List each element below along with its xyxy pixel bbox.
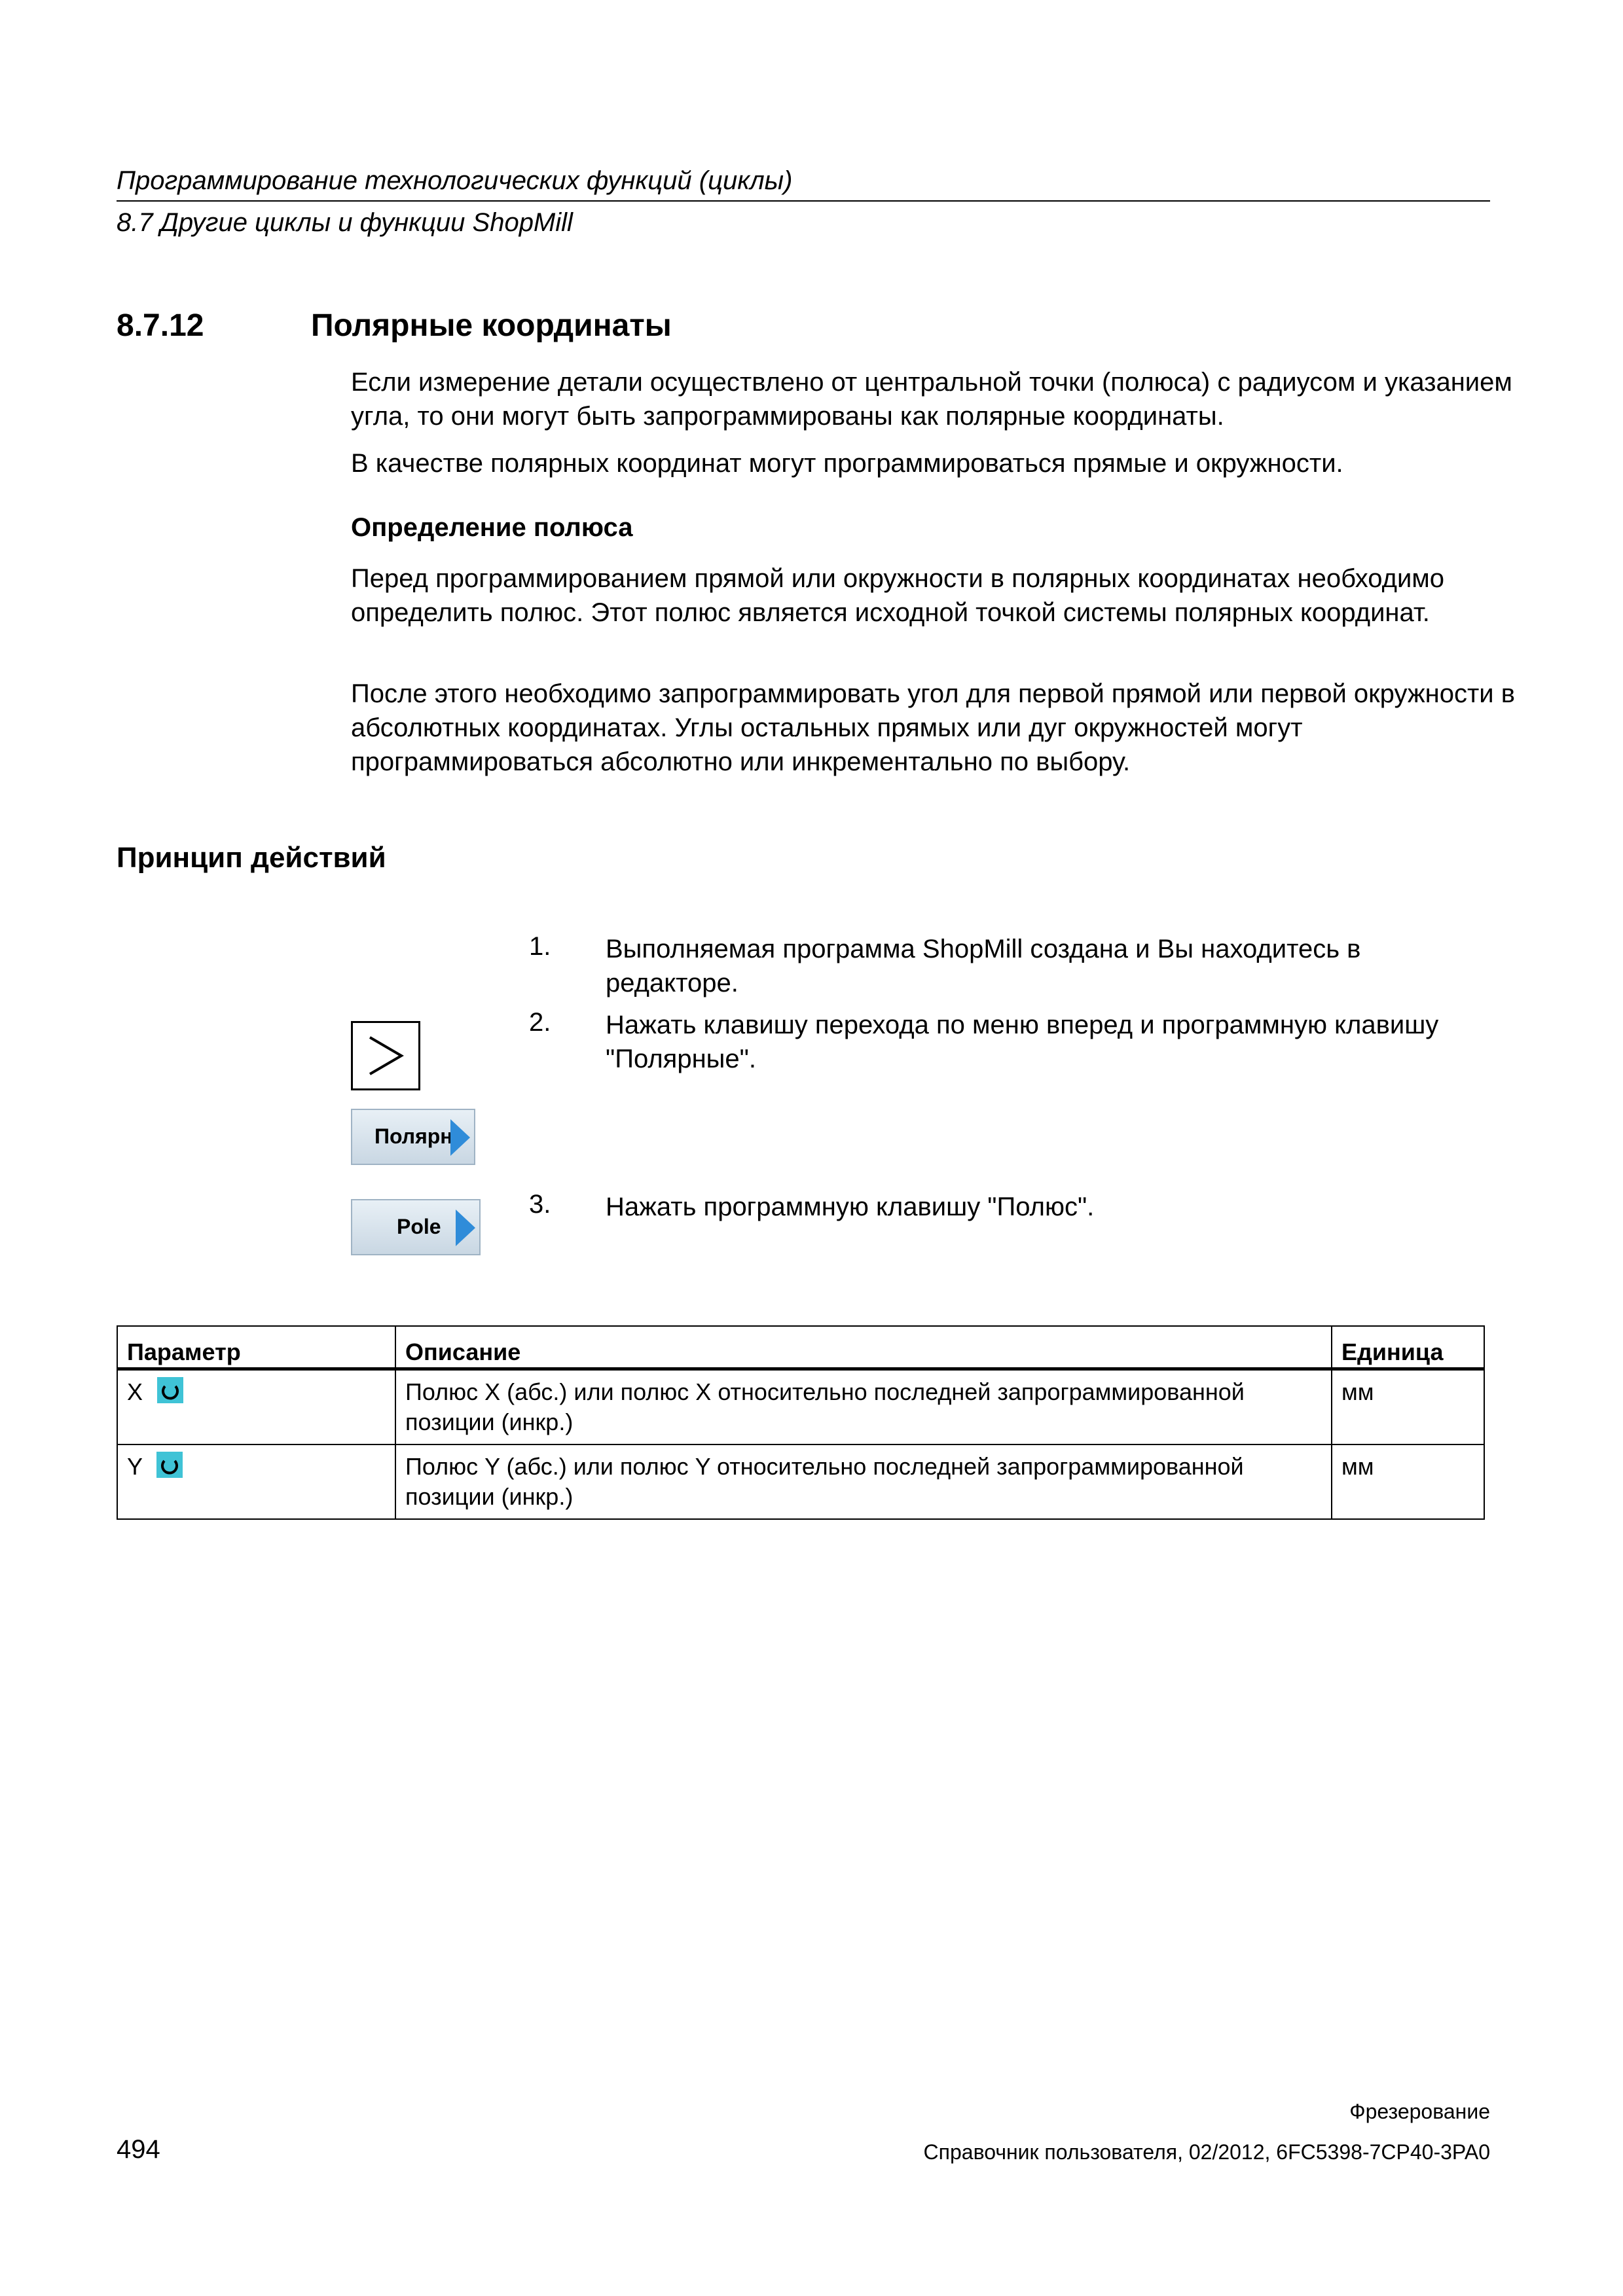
- table-row: [117, 1444, 1484, 1519]
- param-name: Y: [127, 1453, 143, 1480]
- page-number: 494: [117, 2135, 160, 2164]
- section-number: 8.7.12: [117, 308, 204, 343]
- polar-softkey-label: Полярн.: [374, 1124, 459, 1148]
- parameter-table: [117, 1325, 1485, 1520]
- header-param: Параметр: [117, 1326, 395, 1369]
- header-rule: [117, 200, 1490, 202]
- header-unit: Единица: [1332, 1326, 1484, 1369]
- step-2-text: Нажать клавишу перехода по меню вперед и программную клавишу "Полярные".: [606, 1011, 1439, 1073]
- pole-softkey[interactable]: [351, 1199, 481, 1255]
- step-2-number: 2.: [529, 1008, 551, 1037]
- pole-softkey-label: Pole: [397, 1215, 441, 1238]
- step-3-text: Нажать программную клавишу "Полюс".: [606, 1193, 1095, 1221]
- step-1-number: 1.: [529, 932, 551, 961]
- intro-paragraph-1: Если измерение детали осуществлено от центральной точки (полюса) с радиусом и указанием угла, то они могут быть запрограммированы как полярные координаты.: [351, 368, 1512, 431]
- pole-definition-heading: Определение полюса: [351, 513, 633, 542]
- pole-paragraph-1: Перед программированием прямой или окружности в полярных координатах необходимо определить полюс. Этот полюс является исходной точкой системы полярных координат.: [351, 564, 1445, 627]
- param-name: X: [127, 1378, 143, 1406]
- step-3-number: 3.: [529, 1190, 551, 1219]
- table-row: [117, 1369, 1484, 1445]
- polar-softkey[interactable]: [351, 1109, 475, 1165]
- toggle-icon: [156, 1452, 183, 1485]
- step-1-text: Выполняемая программа ShopMill создана и Вы находитесь в редакторе.: [606, 935, 1361, 997]
- chevron-right-icon: [353, 1023, 418, 1088]
- param-cell: [117, 1444, 395, 1519]
- procedure-heading: Принцип действий: [117, 842, 386, 874]
- intro-paragraph-2: В качестве полярных координат могут программироваться прямые и окружности.: [351, 449, 1343, 478]
- footer-doc-title: Фрезерование: [1349, 2100, 1490, 2123]
- unit-cell: мм: [1332, 1369, 1484, 1445]
- menu-forward-key[interactable]: [351, 1021, 420, 1090]
- toggle-icon: [157, 1377, 183, 1410]
- footer-doc-info: Справочник пользователя, 02/2012, 6FC5398-7CP40-3PA0: [923, 2140, 1490, 2164]
- param-cell: [117, 1369, 395, 1445]
- header-description: Описание: [395, 1326, 1332, 1369]
- section-title: Полярные координаты: [311, 308, 672, 343]
- table-header-row: [117, 1326, 1484, 1369]
- description-cell: Полюс Y (абс.) или полюс Y относительно последней запрограммированной позиции (инкр.): [395, 1444, 1332, 1519]
- arrow-right-icon: [450, 1119, 470, 1156]
- header-section: 8.7 Другие циклы и функции ShopMill: [117, 208, 573, 237]
- unit-cell: мм: [1332, 1444, 1484, 1519]
- arrow-right-icon: [456, 1210, 475, 1246]
- pole-paragraph-2: После этого необходимо запрограммировать угол для первой прямой или первой окружности в абсолютных координатах. Углы остальных прямых или дуг окружностей могут программироваться абсолютно или инкрементально по выбору.: [351, 679, 1516, 776]
- header-chapter: Программирование технологических функций (циклы): [117, 166, 793, 195]
- description-cell: Полюс X (абс.) или полюс X относительно последней запрограммированной позиции (инкр.): [395, 1369, 1332, 1445]
